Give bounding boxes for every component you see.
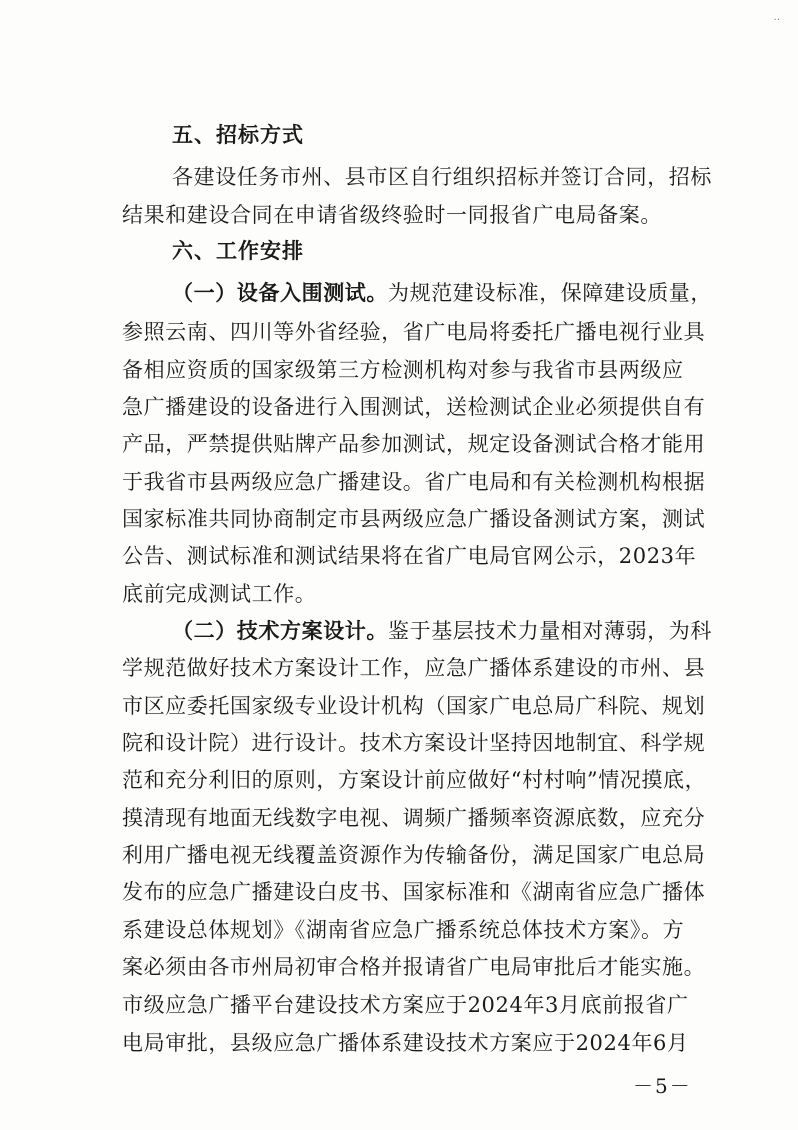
item1-title: （一）设备入围测试。 <box>172 281 388 305</box>
item1-line: 底前完成测试工作。 <box>122 582 317 606</box>
section-six-heading: 六、工作安排 <box>172 239 304 263</box>
item1-line: 产品，严禁提供贴牌产品参加测试，规定设备测试合格才能用 <box>122 432 706 456</box>
item2-first-line-rest: 鉴于基层技术力量相对薄弱，为科 <box>388 619 712 643</box>
item2-line: 摸清现有地面无线数字电视、调频广播频率资源底数，应充分 <box>122 806 706 830</box>
item1-line: 于我省市县两级应急广播建设。省广电局和有关检测机构根据 <box>122 470 706 494</box>
item2-line: 案必须由各市州局初审合格并报请省广电局审批后才能实施。 <box>122 955 706 979</box>
item2-line: 电局审批，县级应急广播体系建设技术方案应于2024年6月 <box>122 1031 689 1055</box>
corner-mark: .. <box>773 12 780 23</box>
item1-line: 参照云南、四川等外省经验，省广电局将委托广播电视行业具 <box>122 320 706 344</box>
item2-title: （二）技术方案设计。 <box>172 619 388 643</box>
item1-first-line-rest: 为规范建设标准，保障建设质量， <box>388 281 712 305</box>
item1-line: 备相应资质的国家级第三方检测机构对参与我省市县两级应 <box>122 358 684 382</box>
item2-line: 范和充分利旧的原则，方案设计前应做好“村村响”情况摸底， <box>122 768 707 792</box>
section-five-line-1: 各建设任务市州、县市区自行组织招标并签订合同，招标 <box>172 165 712 189</box>
item1-line: 公告、测试标准和测试结果将在省广电局官网公示，2023年 <box>122 544 697 568</box>
section-five-line-2: 结果和建设合同在申请省级终验时一同报省广电局备案。 <box>122 203 662 227</box>
section-five-heading: 五、招标方式 <box>172 123 304 147</box>
page-number: －5－ <box>633 1074 692 1098</box>
item2-line: 系建设总体规划》《湖南省应急广播系统总体技术方案》。方 <box>122 918 685 942</box>
item1-first-line <box>172 279 712 307</box>
item1-line: 急广播建设的设备进行入围测试，送检测试企业必须提供自有 <box>122 395 706 419</box>
item2-first-line <box>172 617 712 645</box>
item2-line: 利用广播电视无线覆盖资源作为传输备份，满足国家广电总局 <box>122 843 706 867</box>
item2-line: 发布的应急广播建设白皮书、国家标准和《湖南省应急广播体 <box>122 880 706 904</box>
item2-line: 院和设计院）进行设计。技术方案设计坚持因地制宜、科学规 <box>122 731 706 755</box>
item1-line: 国家标准共同协商制定市县两级应急广播设备测试方案，测试 <box>122 507 706 531</box>
item2-line: 市区应委托国家级专业设计机构（国家广电总局广科院、规划 <box>122 694 706 718</box>
item2-line: 学规范做好技术方案设计工作，应急广播体系建设的市州、县 <box>122 656 706 680</box>
item2-line: 市级应急广播平台建设技术方案应于2024年3月底前报省广 <box>122 993 689 1017</box>
